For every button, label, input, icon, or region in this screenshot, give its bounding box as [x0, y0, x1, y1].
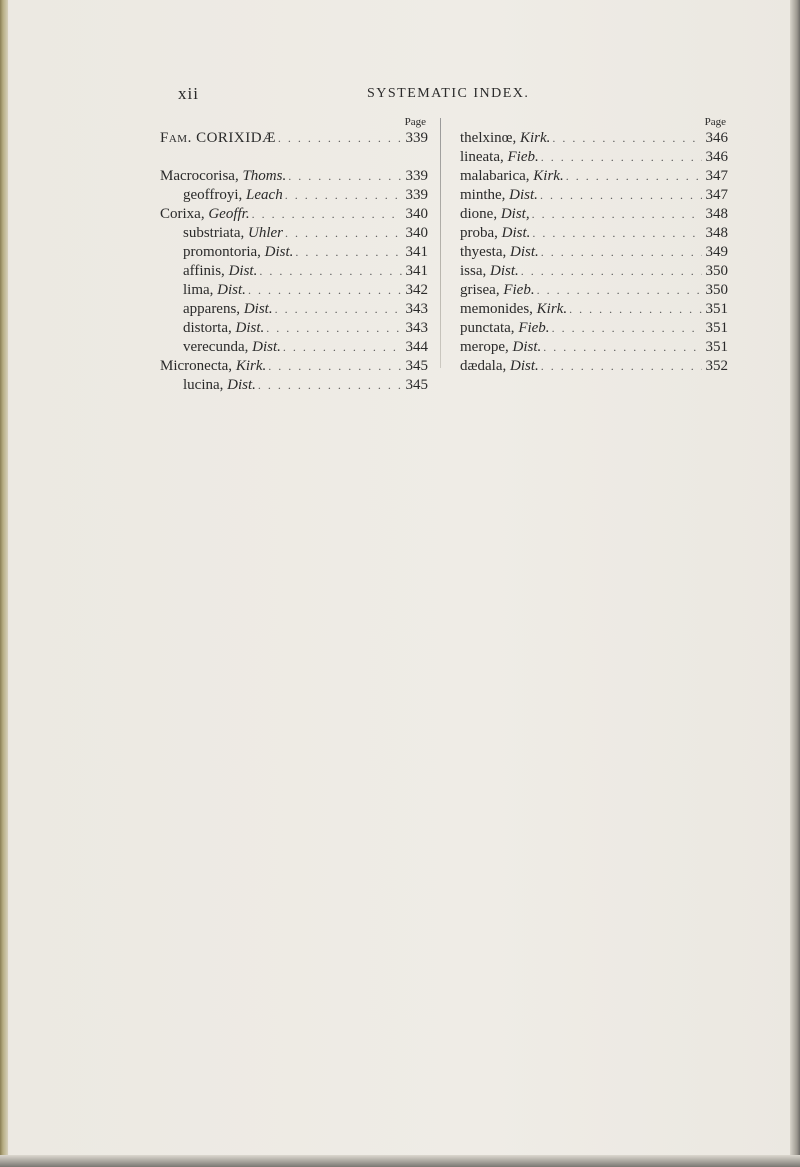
taxon-name: distorta,	[183, 320, 232, 336]
entry-label	[183, 186, 283, 205]
page-number: 347	[705, 187, 728, 203]
taxon-name: thelxinœ,	[460, 130, 517, 146]
taxon-author: Thoms.	[242, 168, 287, 184]
taxon-author: Dist.	[228, 263, 258, 279]
leader-dots	[541, 338, 702, 357]
family-name: Fam. CORIXIDÆ	[160, 130, 276, 146]
page-bottom-edge	[0, 1155, 800, 1167]
taxon-author: Dist.	[235, 320, 265, 336]
page-number: 342	[405, 282, 428, 298]
leader-dots	[250, 205, 402, 224]
right-entry-list	[460, 129, 728, 376]
index-entry	[460, 357, 728, 376]
taxon-name: lineata,	[460, 149, 504, 165]
page-number: 343	[405, 320, 428, 336]
taxon-name: lucina,	[183, 377, 224, 393]
taxon-name: merope,	[460, 339, 509, 355]
taxon-name: affinis,	[183, 263, 225, 279]
family-entry	[160, 129, 428, 148]
entry-label	[460, 167, 564, 186]
index-entry	[160, 205, 428, 224]
taxon-author: Fieb.	[518, 320, 550, 336]
index-entry	[460, 148, 728, 167]
index-entry	[160, 243, 428, 262]
taxon-author: Dist.	[252, 339, 281, 355]
page-number: 350	[705, 263, 728, 279]
page-number: 348	[705, 225, 728, 241]
taxon-name: dione,	[460, 206, 498, 222]
leader-dots	[283, 224, 402, 243]
index-entry	[460, 262, 728, 281]
taxon-name: thyesta,	[460, 244, 507, 260]
leader-dots	[256, 376, 402, 395]
leader-dots	[535, 281, 702, 300]
leader-dots	[283, 186, 402, 205]
index-entry	[460, 205, 728, 224]
index-entry	[460, 243, 728, 262]
leader-dots	[273, 300, 402, 319]
entry-label	[183, 243, 293, 262]
index-entry	[160, 357, 428, 376]
leader-dots	[530, 224, 702, 243]
taxon-author: Dist.	[490, 263, 519, 279]
entry-label	[460, 224, 530, 243]
leader-dots	[539, 357, 702, 376]
taxon-name: apparens,	[183, 301, 241, 317]
page-number: 351	[705, 320, 728, 336]
index-entry	[160, 281, 428, 300]
taxon-author: Dist.	[512, 339, 542, 355]
index-entry	[460, 281, 728, 300]
index-entry	[160, 262, 428, 281]
taxon-name: Micronecta,	[160, 358, 233, 374]
taxon-author: Fieb.	[507, 149, 539, 165]
entry-label	[183, 224, 283, 243]
entry-label	[460, 300, 567, 319]
taxon-name: minthe,	[460, 187, 506, 203]
leader-dots	[257, 262, 402, 281]
page-number: 339	[405, 187, 428, 203]
index-column-right	[460, 116, 728, 376]
taxon-name: issa,	[460, 263, 487, 279]
entry-label	[183, 376, 256, 395]
leader-dots	[564, 167, 702, 186]
index-entry	[460, 224, 728, 243]
index-entry	[160, 300, 428, 319]
taxon-name: lima,	[183, 282, 214, 298]
taxon-author: Kirk.	[520, 130, 551, 146]
leader-dots	[550, 129, 702, 148]
taxon-name: memonides,	[460, 301, 533, 317]
page-binding-edge	[0, 0, 8, 1167]
index-entry	[160, 319, 428, 338]
taxon-name: substriata,	[183, 225, 245, 241]
leader-dots	[538, 186, 702, 205]
leader-dots	[530, 205, 702, 224]
taxon-author: Dist.	[264, 244, 294, 260]
left-entry-list	[160, 167, 428, 395]
entry-label	[460, 281, 535, 300]
page-number: 350	[705, 282, 728, 298]
taxon-name: geoffroyi,	[183, 187, 243, 203]
page-number: 339	[405, 168, 428, 184]
entry-label	[460, 129, 550, 148]
page-number: 340	[405, 225, 428, 241]
taxon-author: Uhler	[248, 225, 283, 241]
entry-label	[183, 281, 246, 300]
leader-dots	[550, 319, 702, 338]
entry-label	[183, 319, 264, 338]
page-column-heading: Page	[404, 116, 426, 128]
taxon-author: Dist.	[217, 282, 246, 298]
leader-dots	[567, 300, 702, 319]
page-right-edge	[790, 0, 800, 1167]
taxon-name: Corixa,	[160, 206, 205, 222]
leader-dots	[246, 281, 402, 300]
leader-dots	[286, 167, 402, 186]
leader-dots	[293, 243, 402, 262]
taxon-name: promontoria,	[183, 244, 261, 260]
running-header	[0, 84, 800, 106]
entry-label	[460, 338, 541, 357]
page-number: 351	[705, 301, 728, 317]
page-number: 352	[705, 358, 728, 374]
leader-dots	[266, 357, 402, 376]
page-number: 347	[705, 168, 728, 184]
index-column-left	[160, 116, 428, 395]
taxon-name: grisea,	[460, 282, 500, 298]
taxon-author: Dist.	[243, 301, 273, 317]
index-entry	[160, 186, 428, 205]
taxon-name: verecunda,	[183, 339, 249, 355]
entry-label	[160, 357, 266, 376]
entry-label	[183, 300, 273, 319]
entry-label	[160, 205, 250, 224]
leader-dots	[539, 243, 702, 262]
page-title: SYSTEMATIC INDEX.	[367, 86, 530, 101]
page-number: 349	[705, 244, 728, 260]
entry-label	[460, 319, 550, 338]
page-number: 345	[405, 358, 428, 374]
entry-label	[183, 262, 257, 281]
taxon-author: Kirk.	[533, 168, 564, 184]
taxon-name: proba,	[460, 225, 498, 241]
taxon-author: Kirk.	[536, 301, 568, 317]
leader-dots	[539, 148, 702, 167]
taxon-author: Fieb.	[503, 282, 535, 298]
entry-label	[460, 186, 538, 205]
entry-label	[183, 338, 281, 357]
index-entry	[460, 167, 728, 186]
entry-label	[160, 167, 286, 186]
taxon-name: dædala,	[460, 358, 507, 374]
index-entry	[160, 224, 428, 243]
taxon-author: Dist.	[510, 244, 539, 260]
page-number: 351	[705, 339, 728, 355]
entry-label	[460, 205, 530, 224]
page-number: 339	[405, 130, 428, 146]
page-number: 346	[705, 130, 728, 146]
index-entry	[460, 338, 728, 357]
leader-dots	[264, 319, 402, 338]
leader-dots	[281, 338, 402, 357]
taxon-name: Macrocorisa,	[160, 168, 239, 184]
entry-label	[460, 148, 539, 167]
entry-label	[460, 357, 539, 376]
page-folio: xii	[178, 84, 199, 103]
index-entry	[460, 300, 728, 319]
taxon-author: Geoffr.	[208, 206, 250, 222]
page-number: 340	[405, 206, 428, 222]
index-entry	[460, 129, 728, 148]
page-number: 346	[705, 149, 728, 165]
column-divider	[440, 118, 441, 368]
taxon-author: Dist,	[500, 206, 530, 222]
spacer	[160, 148, 428, 167]
taxon-author: Dist.	[501, 225, 531, 241]
index-entry	[160, 376, 428, 395]
index-entry	[460, 319, 728, 338]
page-number: 343	[405, 301, 428, 317]
leader-dots	[276, 129, 402, 148]
entry-label	[460, 262, 519, 281]
page-number: 341	[405, 263, 428, 279]
taxon-author: Dist.	[509, 187, 538, 203]
taxon-author: Kirk.	[235, 358, 267, 374]
taxon-name: punctata,	[460, 320, 515, 336]
page-number: 348	[705, 206, 728, 222]
taxon-author: Leach	[246, 187, 283, 203]
page-number: 341	[405, 244, 428, 260]
taxon-author: Dist.	[227, 377, 256, 393]
entry-label	[460, 243, 539, 262]
leader-dots	[519, 262, 702, 281]
page-number: 344	[405, 339, 428, 355]
taxon-author: Dist.	[510, 358, 539, 374]
page-column-heading: Page	[704, 116, 726, 128]
index-entry	[160, 338, 428, 357]
index-entry	[160, 167, 428, 186]
index-entry	[460, 186, 728, 205]
page-number: 345	[405, 377, 428, 393]
taxon-name: malabarica,	[460, 168, 530, 184]
